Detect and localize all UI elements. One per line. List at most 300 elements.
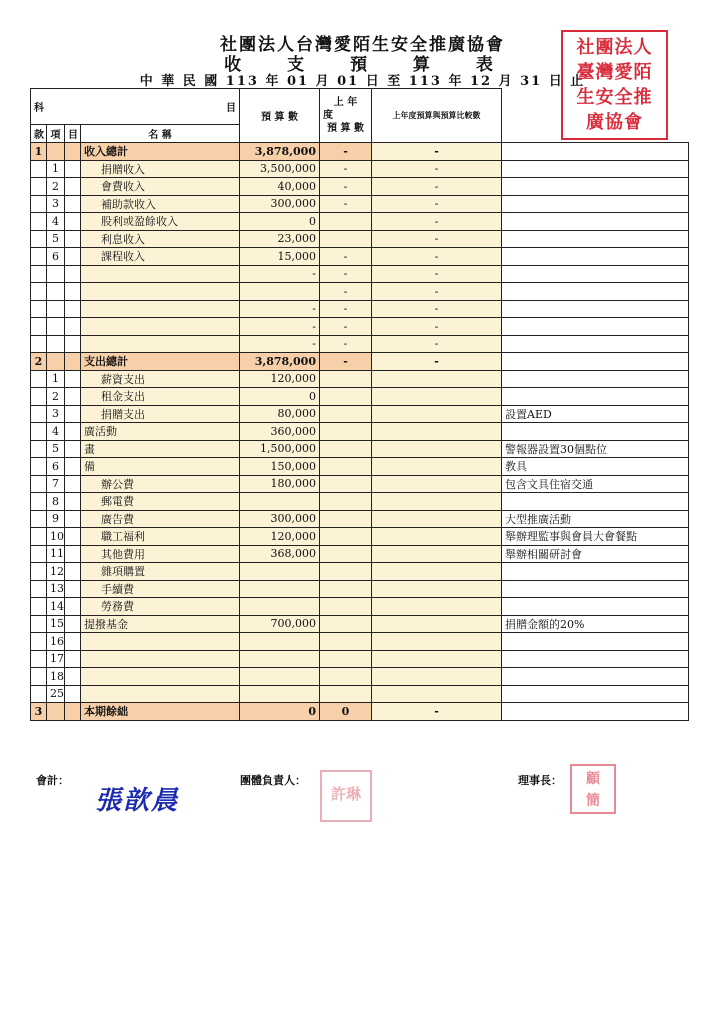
- row-name: 股利或盈餘收入: [81, 213, 240, 231]
- row-name: [81, 668, 240, 686]
- row-xiang: 1: [47, 370, 65, 388]
- budget-table: [30, 88, 689, 721]
- table-row: [31, 668, 689, 686]
- row-mu: [65, 685, 81, 703]
- row-mu: [65, 265, 81, 283]
- doc-title: 收 支 預 算 表: [224, 55, 513, 75]
- row-prev-budget: [320, 388, 372, 406]
- row-compare: -: [372, 318, 502, 336]
- row-kuan: [31, 230, 47, 248]
- table-row: [31, 143, 689, 161]
- row-xiang: 3: [47, 405, 65, 423]
- row-budget: 0: [240, 703, 320, 721]
- row-mu: [65, 703, 81, 721]
- row-xiang: 17: [47, 650, 65, 668]
- row-compare: -: [372, 178, 502, 196]
- row-name: 雜項購置: [81, 563, 240, 581]
- chairman-seal-line: 簡: [586, 793, 600, 809]
- table-row: [31, 283, 689, 301]
- row-compare: -: [372, 353, 502, 371]
- row-note: [502, 160, 689, 178]
- row-xiang: 1: [47, 160, 65, 178]
- row-mu: [65, 493, 81, 511]
- row-name: 課程收入: [81, 248, 240, 266]
- row-name: 畫: [81, 440, 240, 458]
- row-budget: 150,000: [240, 458, 320, 476]
- row-xiang: [47, 703, 65, 721]
- row-budget: [240, 685, 320, 703]
- table-row: [31, 178, 689, 196]
- row-budget: 3,878,000: [240, 353, 320, 371]
- table-row: [31, 300, 689, 318]
- row-mu: [65, 563, 81, 581]
- row-mu: [65, 475, 81, 493]
- row-kuan: [31, 493, 47, 511]
- row-mu: [65, 195, 81, 213]
- row-prev-budget: [320, 563, 372, 581]
- row-name: 辦公費: [81, 475, 240, 493]
- row-budget: -: [240, 335, 320, 353]
- row-name: 捐贈支出: [81, 405, 240, 423]
- table-row: [31, 598, 689, 616]
- row-mu: [65, 353, 81, 371]
- row-note: [502, 335, 689, 353]
- table-row: [31, 318, 689, 336]
- row-compare: -: [372, 265, 502, 283]
- row-prev-budget: [320, 615, 372, 633]
- row-note: [502, 283, 689, 301]
- row-mu: [65, 633, 81, 651]
- row-kuan: [31, 160, 47, 178]
- row-note: 舉辦相關研討會: [502, 545, 689, 563]
- table-row: [31, 265, 689, 283]
- row-compare: [372, 598, 502, 616]
- row-mu: [65, 545, 81, 563]
- row-budget: 120,000: [240, 528, 320, 546]
- row-name: 其他費用: [81, 545, 240, 563]
- row-budget: 360,000: [240, 423, 320, 441]
- row-name: 提撥基金: [81, 615, 240, 633]
- row-kuan: [31, 248, 47, 266]
- row-note: 設置AED: [502, 405, 689, 423]
- row-note: [502, 423, 689, 441]
- row-prev-budget: [320, 213, 372, 231]
- row-kuan: [31, 510, 47, 528]
- row-mu: [65, 213, 81, 231]
- chairman-label: 理事長：: [518, 774, 562, 787]
- table-row: [31, 703, 689, 721]
- row-mu: [65, 160, 81, 178]
- row-budget: [240, 580, 320, 598]
- row-mu: [65, 405, 81, 423]
- row-prev-budget: [320, 493, 372, 511]
- row-compare: [372, 650, 502, 668]
- row-budget: 40,000: [240, 178, 320, 196]
- row-budget: 1,500,000: [240, 440, 320, 458]
- chairman-seal: [570, 764, 616, 814]
- row-kuan: [31, 580, 47, 598]
- row-kuan: [31, 195, 47, 213]
- row-budget: 120,000: [240, 370, 320, 388]
- row-xiang: [47, 265, 65, 283]
- row-compare: -: [372, 160, 502, 178]
- table-row: [31, 160, 689, 178]
- table-row: [31, 353, 689, 371]
- row-mu: [65, 335, 81, 353]
- row-xiang: 16: [47, 633, 65, 651]
- row-xiang: 2: [47, 178, 65, 196]
- row-budget: 80,000: [240, 405, 320, 423]
- row-xiang: 9: [47, 510, 65, 528]
- row-kuan: 2: [31, 353, 47, 371]
- row-note: [502, 633, 689, 651]
- note-header: [502, 89, 689, 143]
- row-kuan: [31, 423, 47, 441]
- row-name: 郵電費: [81, 493, 240, 511]
- row-budget: [240, 650, 320, 668]
- row-name: [81, 633, 240, 651]
- row-prev-budget: -: [320, 248, 372, 266]
- row-prev-budget: -: [320, 353, 372, 371]
- row-xiang: 18: [47, 668, 65, 686]
- budget-header: 預 算 數: [240, 89, 320, 143]
- row-name: [81, 335, 240, 353]
- row-prev-budget: [320, 633, 372, 651]
- row-xiang: 3: [47, 195, 65, 213]
- table-row: [31, 230, 689, 248]
- seal-line: 社團法人: [576, 37, 653, 58]
- xiang-header: 項: [47, 125, 65, 143]
- row-budget: [240, 668, 320, 686]
- row-budget: 3,500,000: [240, 160, 320, 178]
- table-row: [31, 388, 689, 406]
- row-note: 舉辦理監事與會員大會餐點: [502, 528, 689, 546]
- row-note: [502, 580, 689, 598]
- row-name: 勞務費: [81, 598, 240, 616]
- prev-year-header-line3: 預 算 數: [327, 123, 364, 134]
- row-compare: [372, 370, 502, 388]
- row-prev-budget: [320, 580, 372, 598]
- row-budget: 300,000: [240, 510, 320, 528]
- table-row: [31, 545, 689, 563]
- row-prev-budget: [320, 528, 372, 546]
- table-row: [31, 423, 689, 441]
- row-kuan: [31, 265, 47, 283]
- row-prev-budget: [320, 668, 372, 686]
- row-kuan: [31, 318, 47, 336]
- table-row: [31, 458, 689, 476]
- row-kuan: [31, 668, 47, 686]
- row-xiang: 7: [47, 475, 65, 493]
- row-xiang: 25: [47, 685, 65, 703]
- table-row: [31, 580, 689, 598]
- row-compare: -: [372, 143, 502, 161]
- row-prev-budget: -: [320, 160, 372, 178]
- row-name: [81, 283, 240, 301]
- row-prev-budget: -: [320, 335, 372, 353]
- row-mu: [65, 598, 81, 616]
- row-prev-budget: [320, 423, 372, 441]
- row-name: [81, 685, 240, 703]
- row-kuan: [31, 283, 47, 301]
- row-xiang: 8: [47, 493, 65, 511]
- row-note: [502, 178, 689, 196]
- row-prev-budget: [320, 650, 372, 668]
- row-mu: [65, 650, 81, 668]
- row-budget: -: [240, 265, 320, 283]
- table-row: [31, 685, 689, 703]
- item-header: 目: [81, 89, 240, 125]
- row-prev-budget: [320, 458, 372, 476]
- row-xiang: [47, 143, 65, 161]
- row-note: [502, 650, 689, 668]
- row-xiang: [47, 318, 65, 336]
- row-compare: [372, 388, 502, 406]
- table-row: [31, 335, 689, 353]
- row-xiang: 15: [47, 615, 65, 633]
- row-kuan: [31, 475, 47, 493]
- row-note: 捐贈金額的20%: [502, 615, 689, 633]
- row-budget: [240, 633, 320, 651]
- row-kuan: [31, 213, 47, 231]
- row-compare: [372, 615, 502, 633]
- row-name: 備: [81, 458, 240, 476]
- row-budget: 0: [240, 213, 320, 231]
- row-mu: [65, 388, 81, 406]
- row-name: 收入總計: [81, 143, 240, 161]
- row-budget: -: [240, 318, 320, 336]
- row-prev-budget: -: [320, 300, 372, 318]
- row-compare: [372, 668, 502, 686]
- row-prev-budget: -: [320, 265, 372, 283]
- compare-header: 上年度預算與預算比較數: [372, 89, 502, 143]
- row-note: 大型推廣活動: [502, 510, 689, 528]
- row-compare: [372, 633, 502, 651]
- row-note: [502, 563, 689, 581]
- row-kuan: [31, 685, 47, 703]
- row-kuan: [31, 458, 47, 476]
- row-prev-budget: [320, 510, 372, 528]
- row-mu: [65, 248, 81, 266]
- row-mu: [65, 528, 81, 546]
- row-budget: 0: [240, 388, 320, 406]
- row-note: [502, 300, 689, 318]
- row-compare: -: [372, 283, 502, 301]
- row-compare: [372, 510, 502, 528]
- row-budget: 300,000: [240, 195, 320, 213]
- row-note: [502, 265, 689, 283]
- row-mu: [65, 458, 81, 476]
- row-xiang: [47, 335, 65, 353]
- row-mu: [65, 300, 81, 318]
- row-prev-budget: [320, 685, 372, 703]
- row-compare: -: [372, 230, 502, 248]
- row-compare: -: [372, 335, 502, 353]
- chairman-seal-line: 顧: [586, 771, 600, 787]
- row-xiang: 14: [47, 598, 65, 616]
- row-compare: [372, 458, 502, 476]
- row-name: [81, 265, 240, 283]
- accountant-label: 會計：: [36, 774, 69, 787]
- row-kuan: [31, 563, 47, 581]
- row-kuan: [31, 335, 47, 353]
- prev-year-header: [320, 89, 372, 143]
- row-name: 廣活動: [81, 423, 240, 441]
- row-note: [502, 370, 689, 388]
- mu-header: 目: [65, 125, 81, 143]
- row-name: 捐贈收入: [81, 160, 240, 178]
- row-note: [502, 248, 689, 266]
- row-prev-budget: [320, 370, 372, 388]
- table-row: [31, 195, 689, 213]
- row-note: [502, 213, 689, 231]
- row-prev-budget: [320, 598, 372, 616]
- row-mu: [65, 423, 81, 441]
- row-mu: [65, 668, 81, 686]
- row-mu: [65, 283, 81, 301]
- row-compare: [372, 423, 502, 441]
- table-row: [31, 248, 689, 266]
- row-compare: [372, 493, 502, 511]
- row-note: [502, 143, 689, 161]
- table-row: [31, 615, 689, 633]
- row-compare: [372, 685, 502, 703]
- row-note: [502, 388, 689, 406]
- seal-line: 臺灣愛陌: [576, 62, 653, 83]
- row-kuan: [31, 615, 47, 633]
- row-prev-budget: -: [320, 143, 372, 161]
- row-note: [502, 703, 689, 721]
- row-name: 薪資支出: [81, 370, 240, 388]
- row-compare: [372, 545, 502, 563]
- row-kuan: [31, 528, 47, 546]
- row-kuan: [31, 370, 47, 388]
- table-row: [31, 633, 689, 651]
- row-kuan: [31, 440, 47, 458]
- table-row: [31, 563, 689, 581]
- period-line: 中 華 民 國 113 年 01 月 01 日 至 113 年 12 月 31 日 止: [139, 74, 586, 89]
- table-row: [31, 528, 689, 546]
- org-name: 社團法人台灣愛陌生安全推廣協會: [220, 35, 505, 55]
- row-note: [502, 598, 689, 616]
- row-compare: [372, 563, 502, 581]
- row-name: 職工福利: [81, 528, 240, 546]
- row-note: [502, 493, 689, 511]
- row-kuan: 3: [31, 703, 47, 721]
- row-xiang: [47, 283, 65, 301]
- row-name: 廣告費: [81, 510, 240, 528]
- row-prev-budget: -: [320, 283, 372, 301]
- row-prev-budget: [320, 230, 372, 248]
- row-xiang: 6: [47, 458, 65, 476]
- row-kuan: [31, 300, 47, 318]
- row-budget: 23,000: [240, 230, 320, 248]
- subject-header: 科: [31, 89, 81, 125]
- row-compare: -: [372, 300, 502, 318]
- row-prev-budget: [320, 545, 372, 563]
- row-note: [502, 230, 689, 248]
- row-compare: -: [372, 195, 502, 213]
- table-row: [31, 493, 689, 511]
- row-xiang: 4: [47, 423, 65, 441]
- row-compare: [372, 528, 502, 546]
- row-prev-budget: 0: [320, 703, 372, 721]
- seal-line: 廣協會: [586, 112, 643, 133]
- row-xiang: 5: [47, 230, 65, 248]
- row-compare: [372, 440, 502, 458]
- row-xiang: 6: [47, 248, 65, 266]
- row-kuan: [31, 545, 47, 563]
- row-name: [81, 650, 240, 668]
- row-name: [81, 318, 240, 336]
- table-row: [31, 650, 689, 668]
- row-mu: [65, 370, 81, 388]
- row-note: 包含文具住宿交通: [502, 475, 689, 493]
- row-note: [502, 318, 689, 336]
- row-name: 手續費: [81, 580, 240, 598]
- row-kuan: [31, 388, 47, 406]
- row-xiang: 4: [47, 213, 65, 231]
- table-row: [31, 440, 689, 458]
- row-compare: -: [372, 248, 502, 266]
- row-xiang: [47, 353, 65, 371]
- row-prev-budget: -: [320, 318, 372, 336]
- row-kuan: [31, 650, 47, 668]
- row-mu: [65, 178, 81, 196]
- prev-year-header-line1: 上 年: [333, 97, 358, 108]
- row-mu: [65, 580, 81, 598]
- table-row: [31, 370, 689, 388]
- row-kuan: [31, 598, 47, 616]
- row-kuan: [31, 405, 47, 423]
- row-compare: [372, 405, 502, 423]
- kuan-header: 款: [31, 125, 47, 143]
- row-prev-budget: [320, 475, 372, 493]
- row-note: [502, 353, 689, 371]
- row-prev-budget: [320, 440, 372, 458]
- row-mu: [65, 230, 81, 248]
- row-budget: 180,000: [240, 475, 320, 493]
- responsible-label: 團體負責人：: [240, 774, 306, 787]
- row-budget: [240, 563, 320, 581]
- table-row: [31, 510, 689, 528]
- seal-line: 生安全推: [576, 87, 653, 108]
- row-name: 租金支出: [81, 388, 240, 406]
- name-header: 名 稱: [81, 125, 240, 143]
- row-budget: 15,000: [240, 248, 320, 266]
- row-xiang: 5: [47, 440, 65, 458]
- row-budget: 3,878,000: [240, 143, 320, 161]
- table-row: [31, 475, 689, 493]
- row-note: [502, 668, 689, 686]
- table-row: [31, 405, 689, 423]
- row-name: 會費收入: [81, 178, 240, 196]
- row-compare: -: [372, 703, 502, 721]
- row-budget: [240, 598, 320, 616]
- row-budget: [240, 493, 320, 511]
- row-xiang: 2: [47, 388, 65, 406]
- row-compare: -: [372, 213, 502, 231]
- row-note: [502, 685, 689, 703]
- row-prev-budget: [320, 405, 372, 423]
- row-xiang: [47, 300, 65, 318]
- row-mu: [65, 615, 81, 633]
- row-kuan: [31, 633, 47, 651]
- row-mu: [65, 318, 81, 336]
- row-mu: [65, 440, 81, 458]
- row-note: 教具: [502, 458, 689, 476]
- row-budget: 368,000: [240, 545, 320, 563]
